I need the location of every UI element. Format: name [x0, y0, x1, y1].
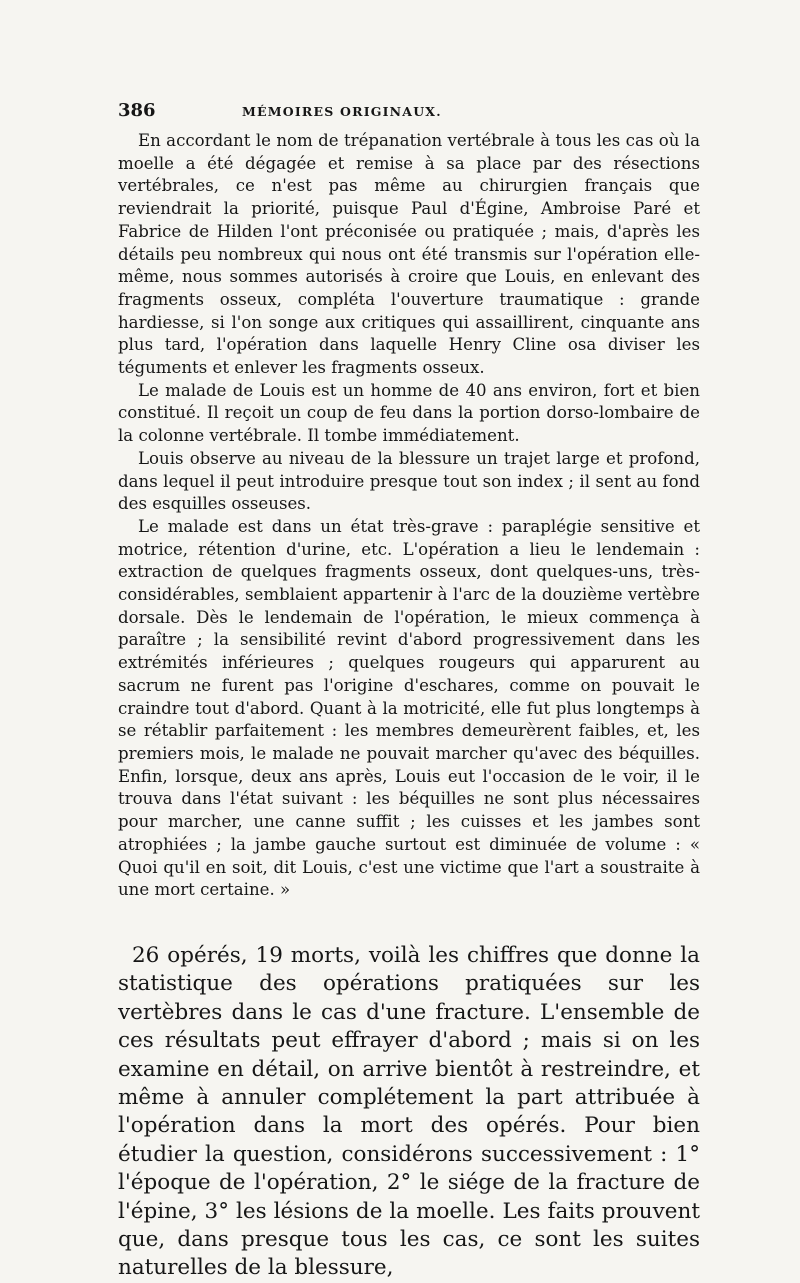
paragraph-statistics: 26 opérés, 19 morts, voilà les chiffres que donne la statistique des opérations pratiquées sur les vertèbres dans le cas d'une fracture. L'ensemble de ces résultats peut effrayer d'abord ; mais si on les examine en détail, on arrive bientôt à restreindre, et même à annuler complétement la part attribuée à l'opération dans la mort des opérés. Pour bien étudier la question, considérons successivement : 1° l'époque de l'opération, 2° le siége de la fracture de l'épine, 3° les lésions de la moelle. Les faits prouvent que, dans presque tous les cas, ce sont les suites naturelles de la blessure,: [118, 942, 700, 1281]
page-number: 386: [118, 100, 156, 121]
body-text: [118, 130, 700, 1283]
paragraph-trepanation: En accordant le nom de trépanation vertébrale à tous les cas où la moelle a été dégagée et remise à sa place par des résections vertébrales, ce n'est pas même au chirurgien français que reviendrait la priorité, puisque Paul d'Égine, Ambroise Paré et Fabrice de Hilden l'ont préconisée ou pratiquée ; mais, d'après les détails peu nombreux qui nous ont été transmis sur l'opération elle-même, nous sommes autorisés à croire que Louis, en enlevant des fragments osseux, compléta l'ouverture traumatique : grande hardiesse, si l'on songe aux critiques qui assaillirent, cinquante ans plus tard, l'opération dans laquelle Henry Cline osa diviser les téguments et enlever les fragments osseux.: [118, 131, 700, 378]
paragraph-patient: Le malade de Louis est un homme de 40 ans environ, fort et bien constitué. Il reçoit un coup de feu dans la portion dorso-lombaire de la colonne vertébrale. Il tombe immédiatement.: [118, 380, 700, 446]
page-header: [118, 100, 700, 126]
paragraph-outcome: Le malade est dans un état très-grave : paraplégie sensitive et motrice, rétention d'urine, etc. L'opération a lieu le lendemain : extraction de quelques fragments osseux, dont quelques-uns, très-considérables, semblaient appartenir à l'arc de la douzième vertèbre dorsale. Dès le lendemain de l'opération, le mieux commença à paraître ; la sensibilité revint d'abord progressivement dans les extrémités inférieures ; quelques rougeurs qui apparurent au sacrum ne furent pas l'origine d'eschares, comme on pouvait le craindre tout d'abord. Quant à la motricité, elle fut plus longtemps à se rétablir parfaitement : les membres demeurèrent faibles, et, les premiers mois, le malade ne pouvait marcher qu'avec des béquilles. Enfin, lorsque, deux ans après, Louis eut l'occasion de le voir, il le trouva dans l'état suivant : les béquilles ne sont plus nécessaires pour marcher, une canne suffit ; les cuisses et les jambes sont atrophiées ; la jambe gauche surtout est diminuée de volume : « Quoi qu'il en soit, dit Louis, c'est une victime que l'art a soustraite à une mort certaine. »: [118, 516, 700, 900]
running-head: MÉMOIRES ORIGINAUX.: [242, 104, 442, 119]
paragraph-observation: Louis observe au niveau de la blessure un trajet large et profond, dans lequel il peut introduire presque tout son index ; il sent au fond des esquilles osseuses.: [118, 448, 700, 514]
